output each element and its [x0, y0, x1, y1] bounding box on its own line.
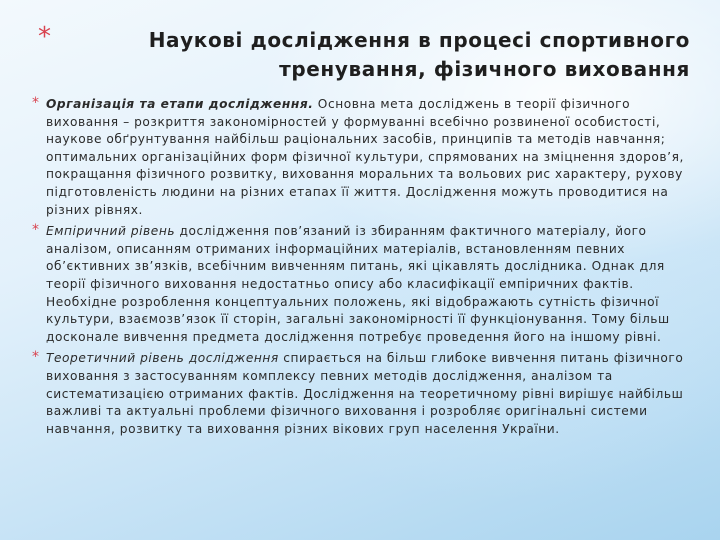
paragraph-body: дослідження пов’язаний із збиранням фактичного матеріалу, його аналізом, описанням отриманих інформаційних матеріалів, встановленням певних об’єктивних зв’язків, всебічним вивченням питань, які цікавлять дослідника. Однак для теорії фізичного виховання недостатньо опису або класифікації емпіричних фактів. Необхідне розроблення концептуальних положень, які відображають сутність фізичної культури, взаємозв’язок її сторін, загальні закономірності її функціонування. Тому більш досконале вивчення предмета дослідження потребує проведення його на іншому рівні. [46, 224, 670, 344]
slide-title [40, 26, 690, 84]
paragraph-body: Основна мета досліджень в теорії фізичного виховання – розкриття закономірностей у формуванні всебічно розвиненої особистості, наукове обґрунтування найбільш раціональних засобів, принципів та методів навчання; оптимальних організаційних форм фізичної культури, спрямованих на зміцнення здоров’я, покращання фізичного розвитку, виховання моральних та вольових рис характеру, рухову підготовленість людини на різних етапах її життя. Дослідження можуть проводитися на різних рівнях. [46, 97, 684, 217]
paragraph-lead: Емпіричний рівень [46, 224, 176, 239]
title-star-marker: * [38, 22, 51, 52]
slide-title-line-2: тренування, фізичного виховання [279, 57, 690, 81]
paragraph-theoretical [32, 350, 696, 438]
bullet-star-icon: * [32, 349, 40, 366]
bullet-star-icon: * [32, 222, 40, 239]
slide-title-line-1: Наукові дослідження в процесі спортивного [148, 28, 690, 52]
paragraph-lead: Теоретичний рівень дослідження [46, 351, 279, 366]
paragraph-lead: Організація та етапи дослідження. [46, 97, 314, 111]
bullet-star-icon: * [32, 95, 40, 111]
slide-content [32, 96, 696, 442]
paragraph-empirical [32, 223, 696, 346]
paragraph-organization [32, 96, 696, 219]
paragraph-body: спирається на більш глибоке вивчення питань фізичного виховання з застосуванням комплексу певних методів дослідження, аналізом та систематизацією отриманих фактів. Дослідження на теоретичному рівні вирішує найбільш важливі та актуальні проблеми фізичного виховання і розробляє оригінальні системи навчання, розвитку та виховання різних вікових груп населення України. [46, 351, 684, 436]
